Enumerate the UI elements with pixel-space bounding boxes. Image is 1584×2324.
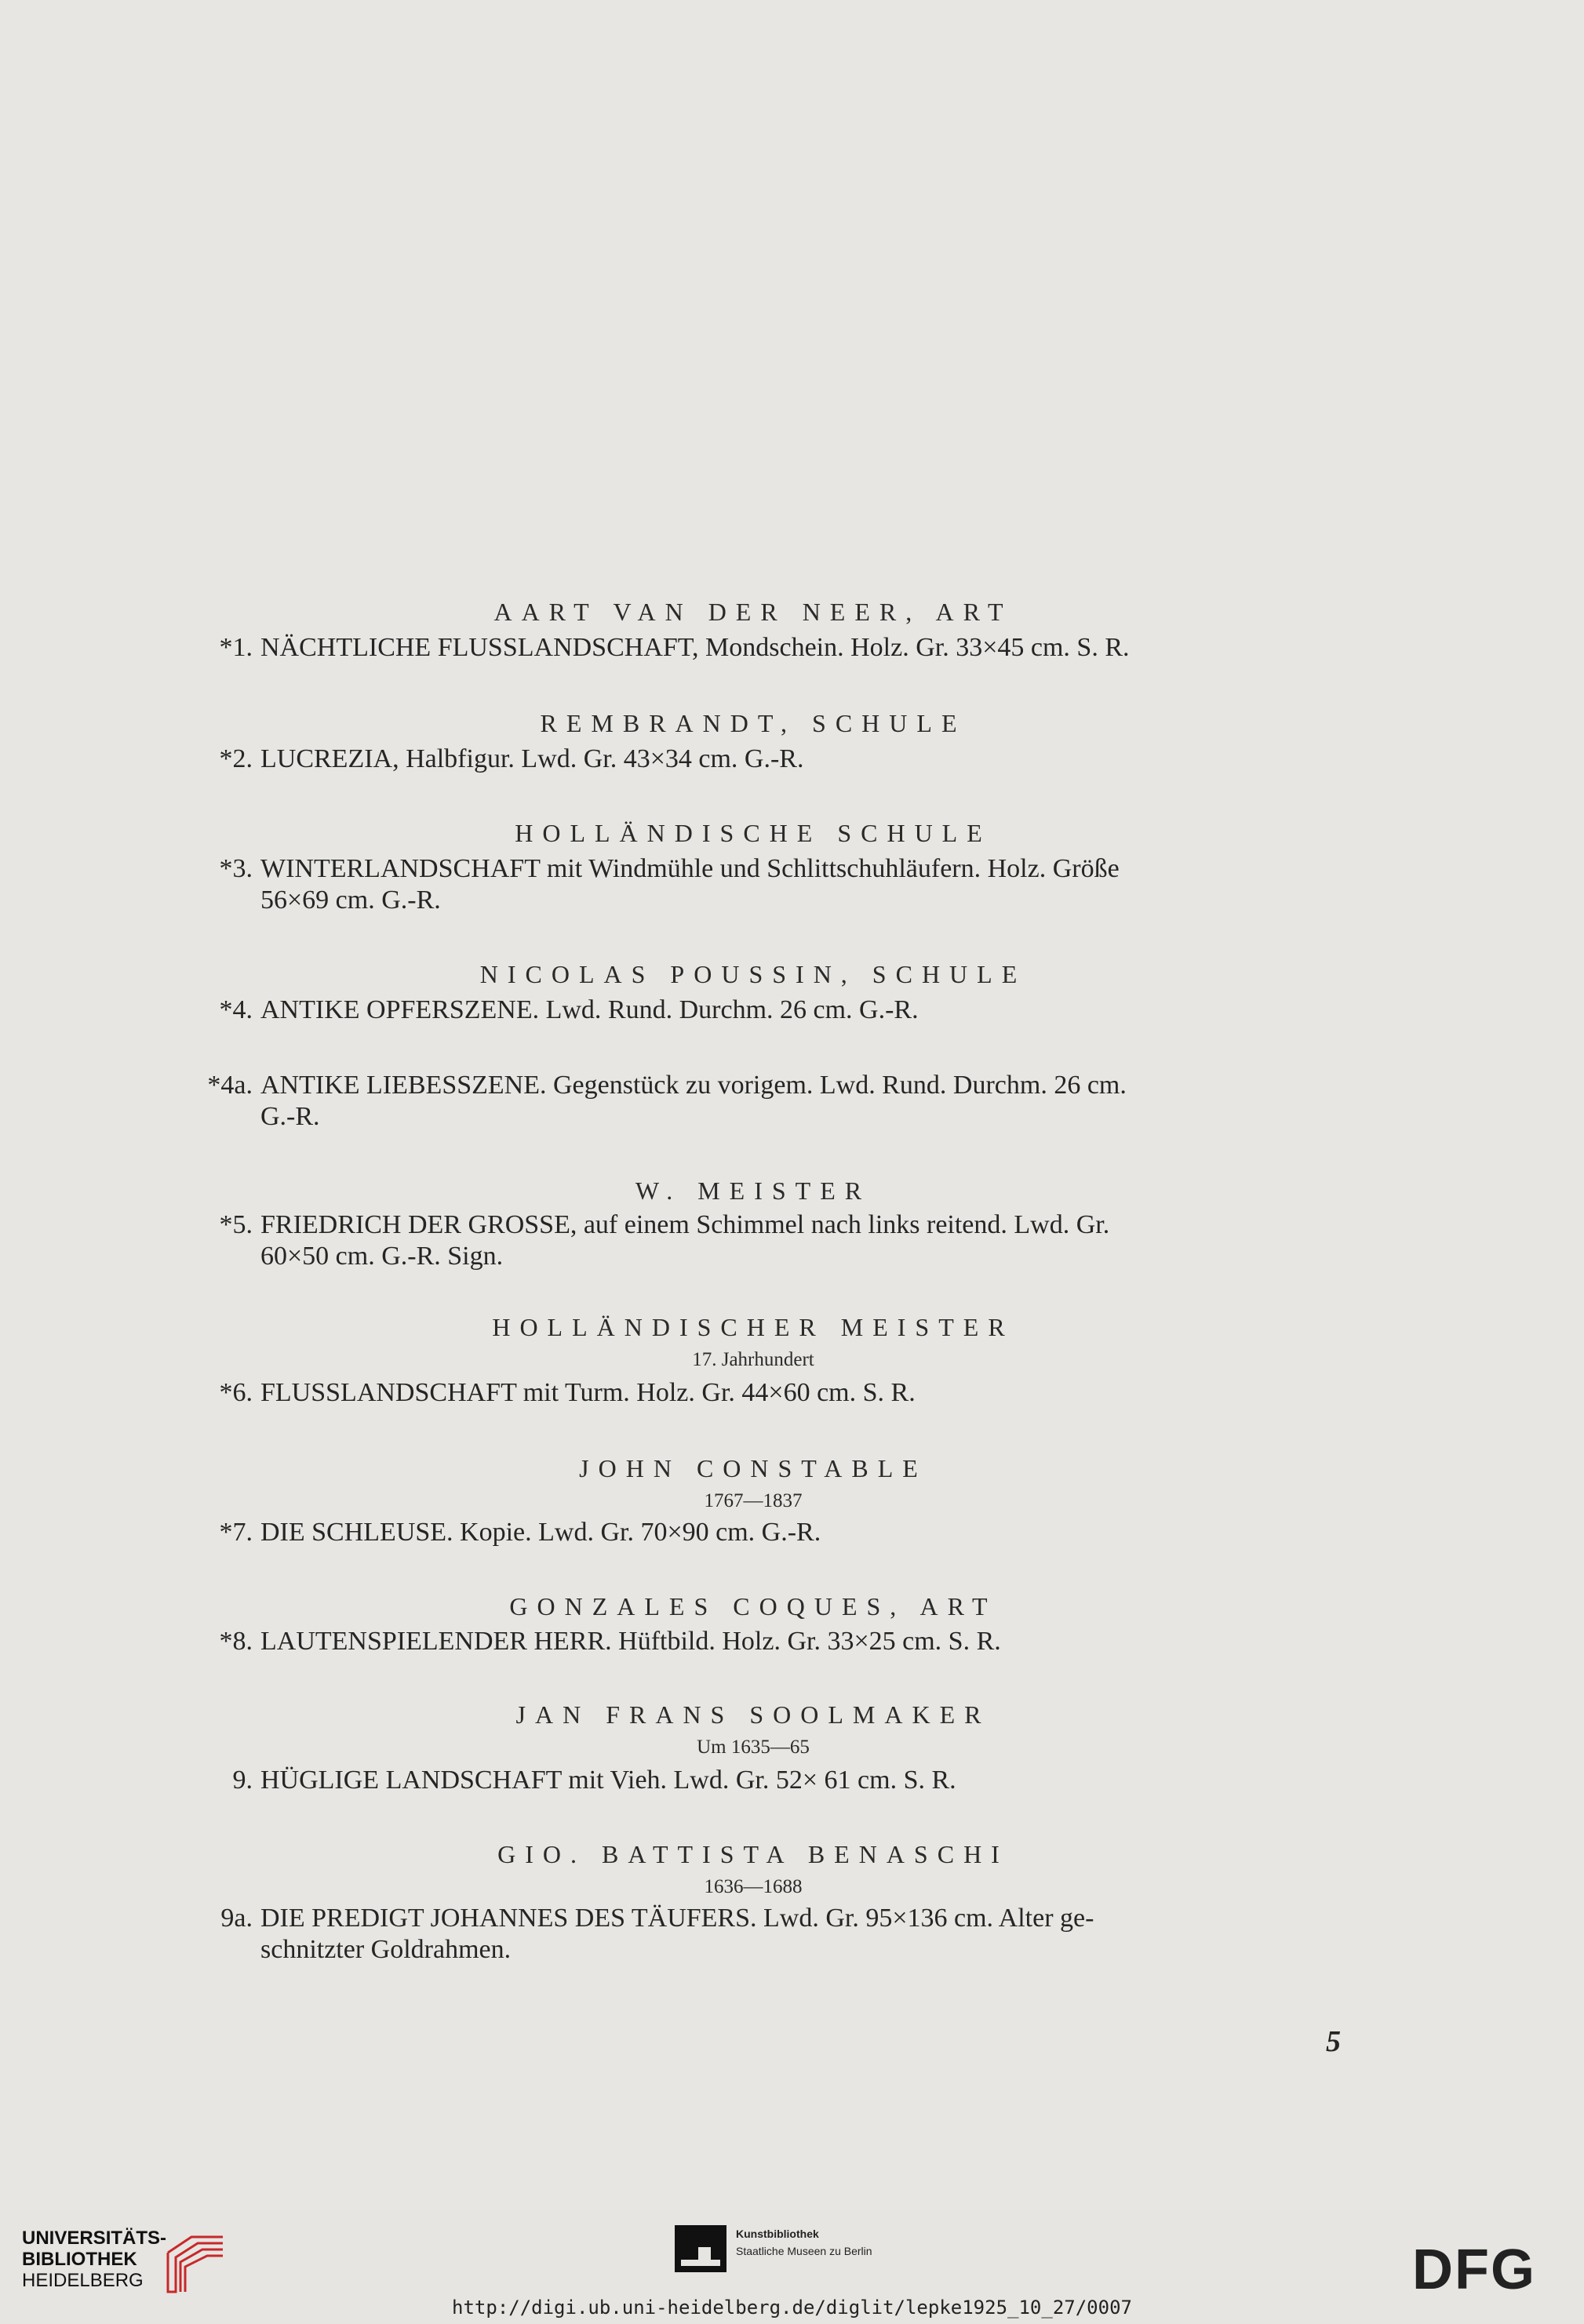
artist-heading: HOLLÄNDISCHER MEISTER (492, 1313, 1014, 1341)
entry-text: DIE PREDIGT JOHANNES DES TÄUFERS. Lwd. Gr. 95×136 cm. Alter ge- (260, 1904, 1094, 1933)
entry-text: ANTIKE OPFERSZENE. Lwd. Rund. Durchm. 26 cm. G.-R. (260, 995, 919, 1024)
entry-number: 9a. (220, 1904, 253, 1933)
ub-heidelberg-name: UNIVERSITÄTS- BIBLIOTHEK HEIDELBERG (22, 2228, 167, 2291)
entry-number: *4a. (207, 1071, 253, 1100)
artist-heading: W. MEISTER (635, 1177, 872, 1205)
entry-text: ANTIKE LIEBESSZENE. Gegenstück zu vorigem. Lwd. Rund. Durchm. 26 cm. (260, 1071, 1127, 1100)
catalog-entry (180, 1626, 1357, 1657)
catalog-entry (180, 632, 1357, 664)
catalog-entry (180, 1765, 1357, 1796)
artist-heading: JAN FRANS SOOLMAKER (515, 1700, 991, 1729)
entry-text-continued: G.-R. (260, 1102, 320, 1131)
ub-heidelberg-logo[interactable] (22, 2228, 249, 2298)
entry-number: *7. (219, 1518, 253, 1547)
entry-text: DIE SCHLEUSE. Kopie. Lwd. Gr. 70×90 cm. G.-R. (260, 1518, 821, 1547)
dfg-logo[interactable]: DFG (1412, 2239, 1536, 2301)
entry-number: *2. (219, 744, 253, 773)
catalog-entry (180, 1377, 1357, 1409)
entry-number: *1. (219, 633, 253, 662)
permalink-url[interactable]: http://digi.ub.uni-heidelberg.de/diglit/lepke1925_10_27/0007 (452, 2297, 1132, 2319)
artist-heading: JOHN CONSTABLE (579, 1454, 927, 1482)
artist-dates: 1636—1688 (704, 1876, 803, 1897)
entry-number: *5. (219, 1210, 253, 1239)
entry-number: 9. (232, 1766, 253, 1795)
entry-text: FRIEDRICH DER GROSSE, auf einem Schimmel nach links reitend. Lwd. Gr. (260, 1210, 1110, 1239)
kunstbibliothek-name: Kunstbibliothek Staatliche Museen zu Berlin (736, 2228, 872, 2257)
artist-heading: HOLLÄNDISCHE SCHULE (515, 819, 992, 847)
entry-text-continued: schnitzter Goldrahmen. (260, 1935, 512, 1964)
catalog-entry (180, 1903, 1357, 1966)
entry-text-continued: 56×69 cm. G.-R. (260, 886, 441, 915)
artist-dates: 1767—1837 (704, 1490, 803, 1511)
entry-text-continued: 60×50 cm. G.-R. Sign. (260, 1242, 504, 1271)
entry-text: WINTERLANDSCHAFT mit Windmühle und Schlittschuhläufern. Holz. Größe (260, 854, 1120, 883)
entry-text: LUCREZIA, Halbfigur. Lwd. Gr. 43×34 cm. G.-R. (260, 744, 804, 773)
entry-number: *8. (219, 1627, 253, 1656)
entry-number: *4. (219, 995, 253, 1024)
artist-heading: GIO. BATTISTA BENASCHI (497, 1840, 1009, 1868)
entry-number: *3. (219, 854, 253, 883)
entry-text: NÄCHTLICHE FLUSSLANDSCHAFT, Mondschein. Holz. Gr. 33×45 cm. S. R. (260, 633, 1130, 662)
entry-number: *6. (219, 1378, 253, 1407)
catalog-entry (180, 744, 1357, 775)
entry-text: HÜGLIGE LANDSCHAFT mit Vieh. Lwd. Gr. 52× 61 cm. S. R. (260, 1766, 956, 1795)
artist-heading: GONZALES COQUES, ART (509, 1592, 997, 1620)
artist-heading: NICOLAS POUSSIN, SCHULE (479, 960, 1027, 988)
kunstbibliothek-logo-icon (675, 2225, 726, 2272)
catalog-entry (180, 1517, 1357, 1548)
catalog-entry (180, 995, 1357, 1026)
artist-heading: REMBRANDT, SCHULE (540, 709, 967, 737)
artist-dates: 17. Jahrhundert (692, 1349, 814, 1370)
artist-heading: AART VAN DER NEER, ART (493, 598, 1013, 626)
entry-text: FLUSSLANDSCHAFT mit Turm. Holz. Gr. 44×60 cm. S. R. (260, 1378, 916, 1407)
ub-heidelberg-mark-icon (160, 2229, 231, 2297)
catalog-entry (180, 853, 1357, 916)
page-number: 5 (1326, 2025, 1341, 2058)
entry-text: LAUTENSPIELENDER HERR. Hüftbild. Holz. Gr. 33×25 cm. S. R. (260, 1627, 1001, 1656)
catalog-entry (180, 1070, 1357, 1133)
catalog-entry (180, 1209, 1357, 1272)
artist-dates: Um 1635—65 (697, 1737, 810, 1758)
